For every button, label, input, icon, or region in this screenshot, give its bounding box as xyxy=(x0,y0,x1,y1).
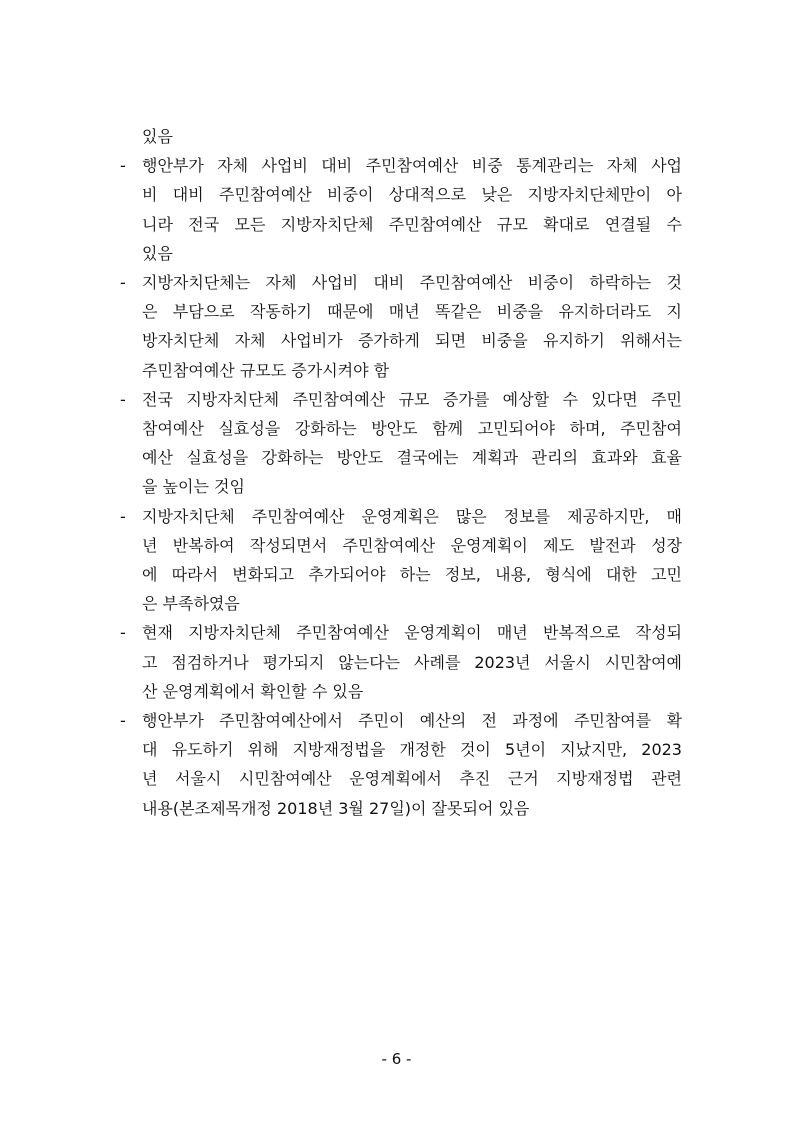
bullet-line: 대 유도하기 위해 지방재정법을 개정한 것이 5년이 지났지만, 2023 xyxy=(142,740,682,760)
bullet-item xyxy=(120,268,682,385)
bullet-line: 은 부족하였음 xyxy=(142,594,240,614)
bullet-line: 니라 전국 모든 지방자치단체 주민참여예산 규모 확대로 연결될 수 xyxy=(142,214,682,234)
bullet-line: 년 반복하여 작성되면서 주민참여예산 운영계획이 제도 발전과 성장 xyxy=(142,535,682,555)
bullet-line: 지방자치단체는 자체 사업비 대비 주민참여예산 비중이 하락하는 것 xyxy=(142,273,682,293)
bullet-line: 지방자치단체 주민참여예산 운영계획은 많은 정보를 제공하지만, 매 xyxy=(142,506,682,526)
bullet-line: 전국 지방자치단체 주민참여예산 규모 증가를 예상할 수 있다면 주민 xyxy=(142,389,682,409)
bullet-line: 참여예산 실효성을 강화하는 방안도 함께 고민되어야 하며, 주민참여 xyxy=(142,419,682,439)
bullet-line: 년 서울시 시민참여예산 운영계획에서 추진 근거 지방재정법 관련 xyxy=(142,769,682,789)
bullet-line: 을 높이는 것임 xyxy=(142,477,245,497)
bullet-dash: - xyxy=(120,623,126,643)
bullet-line: 행안부가 자체 사업비 대비 주민참여예산 비중 통계관리는 자체 사업 xyxy=(142,156,682,176)
bullet-line: 은 부담으로 작동하기 때문에 매년 똑같은 비중을 유지하더라도 지 xyxy=(142,302,682,322)
bullet-dash: - xyxy=(120,273,126,293)
bullet-line: 비 대비 주민참여예산 비중이 상대적으로 낮은 지방자치단체만이 아 xyxy=(142,185,682,205)
page-number: - 6 - xyxy=(381,1050,412,1068)
bullet-item xyxy=(120,706,682,823)
bullet-list xyxy=(120,151,682,823)
bullet-line: 방자치단체 자체 사업비가 증가하게 되면 비중을 유지하기 위해서는 xyxy=(142,331,682,351)
bullet-dash: - xyxy=(120,506,126,526)
bullet-line: 있음 xyxy=(142,243,173,263)
bullet-dash: - xyxy=(120,156,126,176)
bullet-line: 내용(본조제목개정 2018년 3월 27일)이 잘못되어 있음 xyxy=(142,798,530,818)
bullet-item xyxy=(120,385,682,502)
bullet-line: 산 운영계획에서 확인할 수 있음 xyxy=(142,681,364,701)
bullet-item xyxy=(120,618,682,706)
continuation-text: 있음 xyxy=(142,127,173,146)
document-body xyxy=(120,122,682,823)
bullet-line: 주민참여예산 규모도 증가시켜야 함 xyxy=(142,360,390,380)
bullet-dash: - xyxy=(120,711,126,731)
bullet-line: 행안부가 주민참여예산에서 주민이 예산의 전 과정에 주민참여를 확 xyxy=(142,711,682,731)
bullet-item xyxy=(120,502,682,619)
bullet-item xyxy=(120,151,682,268)
bullet-line: 고 점검하거나 평가되지 않는다는 사례를 2023년 서울시 시민참여예 xyxy=(142,652,682,672)
bullet-line: 예산 실효성을 강화하는 방안도 결국에는 계획과 관리의 효과와 효율 xyxy=(142,448,682,468)
bullet-line: 현재 지방자치단체 주민참여예산 운영계획이 매년 반복적으로 작성되 xyxy=(142,623,682,643)
bullet-line: 에 따라서 변화되고 추가되어야 하는 정보, 내용, 형식에 대한 고민 xyxy=(142,565,682,585)
bullet-dash: - xyxy=(120,389,126,409)
